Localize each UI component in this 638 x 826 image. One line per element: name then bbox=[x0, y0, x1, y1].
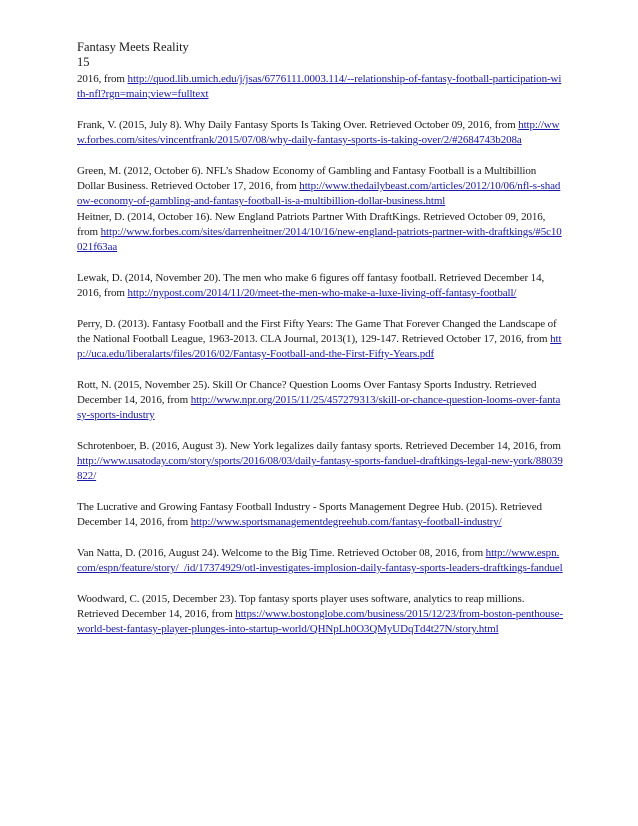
reference-text: Frank, V. (2015, July 8). Why Daily Fantasy Sports Is Taking Over. Retrieved October 09, 2016, from bbox=[77, 119, 519, 131]
reference-entry-5 bbox=[77, 271, 563, 301]
reference-entry-4 bbox=[77, 210, 563, 255]
reference-text: Heitner, D. (2014, October 16). New England Patriots Partner With DraftKings. Retrieved October 09, 2016, from bbox=[77, 211, 546, 238]
reference-text: Schrotenboer, B. (2016, August 3). New York legalizes daily fantasy sports. Retrieved December 14, 2016, from bbox=[77, 440, 561, 452]
reference-link[interactable]: http://www.usatoday.com/story/sports/2016/08/03/daily-fantasy-sports-fanduel-draftkings-legal-new-york/88039822/ bbox=[77, 455, 563, 482]
reference-text: Van Natta, D. (2016, August 24). Welcome to the Big Time. Retrieved October 08, 2016, from bbox=[77, 547, 486, 559]
page-number: 15 bbox=[77, 55, 90, 69]
reference-entry-6 bbox=[77, 317, 563, 362]
reference-link[interactable]: http://www.forbes.com/sites/darrenheitner/2014/10/16/new-england-patriots-partner-with-draftkings/#5c10021f63aa bbox=[77, 226, 562, 253]
reference-entry-7 bbox=[77, 378, 563, 423]
reference-entry-2 bbox=[77, 118, 563, 148]
reference-text: Perry, D. (2013). Fantasy Football and the First Fifty Years: The Game That Forever Changed the Landscape of the National Football League, 1963-2013. CLA Journal, 2013(1), 129-147. Retrieved October 17, 2016, from bbox=[77, 318, 557, 345]
reference-text: Green, M. (2012, October 6). NFL’s Shadow Economy of Gambling and Fantasy Football is a Multibillion Dollar Business. Retrieved October 17, 2016, from bbox=[77, 165, 537, 192]
reference-link[interactable]: http://quod.lib.umich.edu/j/jsas/6776111.0003.114/--relationship-of-fantasy-football-participation-with-nfl?rgn=main;view=fulltext bbox=[77, 73, 562, 100]
reference-text: Rott, N. (2015, November 25). Skill Or Chance? Question Looms Over Fantasy Sports Industry. Retrieved December 14, 2016, from bbox=[77, 379, 537, 406]
document-page bbox=[77, 40, 563, 653]
reference-text: Lewak, D. (2014, November 20). The men who make 6 figures off fantasy football. Retrieved December 14, 2016, from bbox=[77, 272, 545, 299]
reference-entry-3 bbox=[77, 164, 563, 209]
reference-text: The Lucrative and Growing Fantasy Football Industry - Sports Management Degree Hub. (2015). Retrieved December 14, 2016, from bbox=[77, 501, 542, 528]
reference-link[interactable]: http://nypost.com/2014/11/20/meet-the-men-who-make-a-luxe-living-off-fantasy-football/ bbox=[127, 287, 517, 299]
reference-entry-1 bbox=[77, 72, 563, 102]
reference-entry-11 bbox=[77, 592, 563, 637]
running-head: Fantasy Meets Reality bbox=[77, 40, 189, 54]
reference-link[interactable]: http://www.espn.com/espn/feature/story/_/id/17374929/otl-investigates-implosion-daily-fantasy-sports-leaders-draftkings-fanduel bbox=[77, 547, 563, 574]
reference-entry-9 bbox=[77, 500, 563, 530]
reference-text: Woodward, C. (2015, December 23). Top fantasy sports player uses software, analytics to reap millions. Retrieved December 14, 2016, from bbox=[77, 593, 525, 620]
reference-text: 2016, from bbox=[77, 73, 128, 85]
reference-link[interactable]: http://www.thedailybeast.com/articles/2012/10/06/nfl-s-shadow-economy-of-gambling-and-fantasy-football-is-a-multibillion-dollar-business.html bbox=[77, 180, 561, 207]
reference-link[interactable]: http://uca.edu/liberalarts/files/2016/02/Fantasy-Football-and-the-First-Fifty-Years.pdf bbox=[77, 333, 562, 360]
reference-link[interactable]: https://www.bostonglobe.com/business/2015/12/23/from-boston-penthouse-world-best-fantasy-player-plunges-into-startup-world/QHNpLh0O3QMyUDqTd4t27N/story.html bbox=[77, 608, 563, 635]
reference-link[interactable]: http://www.sportsmanagementdegreehub.com/fantasy-football-industry/ bbox=[190, 516, 502, 528]
reference-link[interactable]: http://www.forbes.com/sites/vincentfrank/2015/07/08/why-daily-fantasy-sports-is-taking-over/2/#2684743b208a bbox=[77, 119, 560, 146]
reference-link[interactable]: http://www.npr.org/2015/11/25/457279313/skill-or-chance-question-looms-over-fantasy-sports-industry bbox=[77, 394, 561, 421]
reference-entry-8 bbox=[77, 439, 563, 484]
reference-entry-10 bbox=[77, 546, 563, 576]
